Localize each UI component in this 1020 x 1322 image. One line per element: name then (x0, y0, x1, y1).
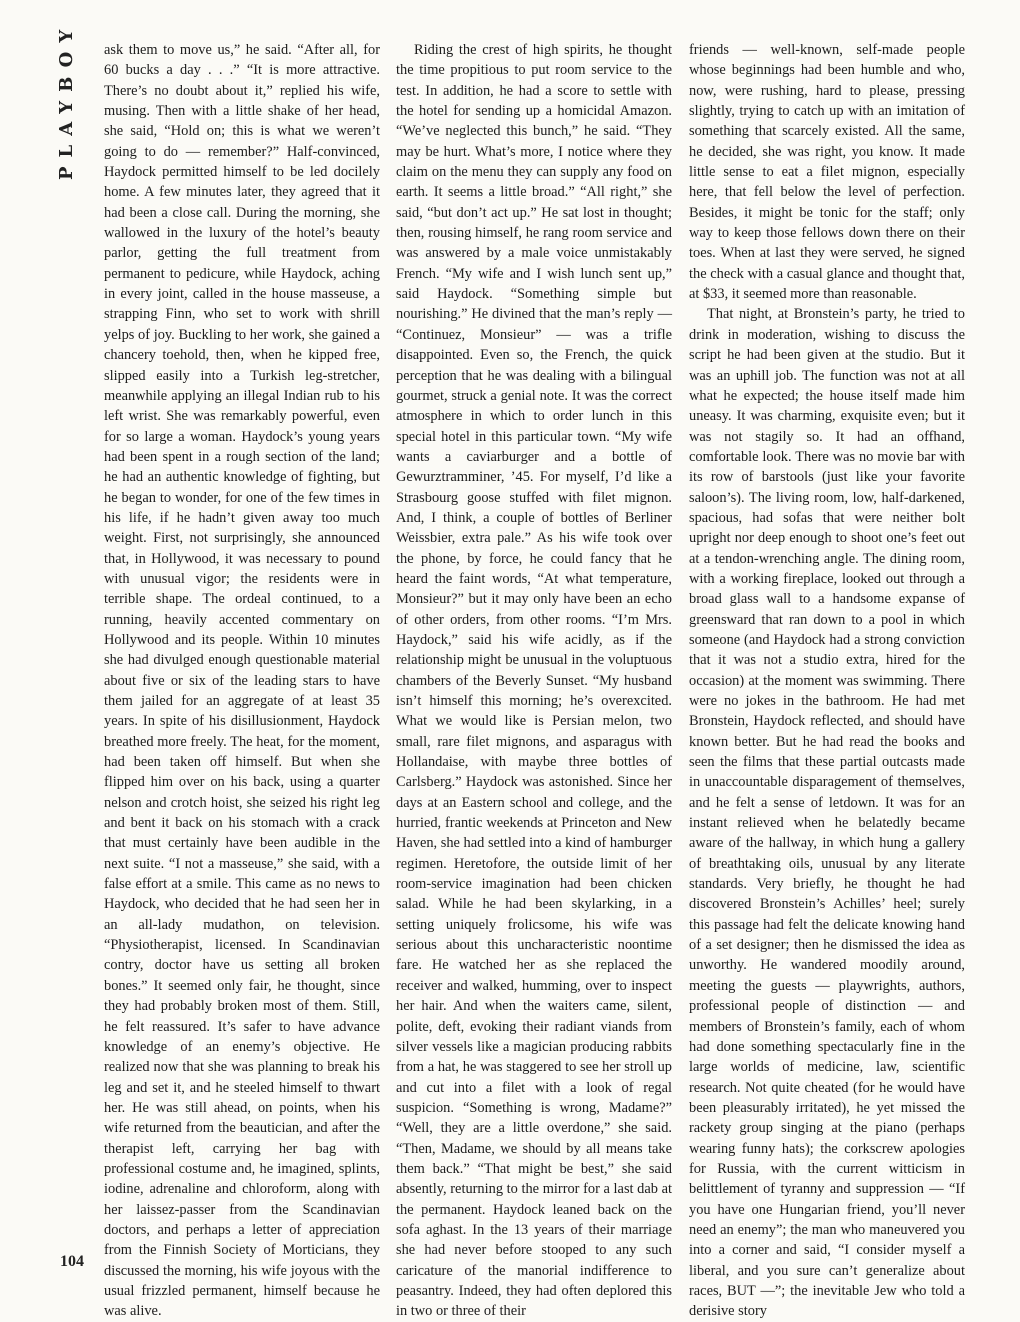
paragraph: friends — well-known, self-made people whose beginnings had been humble and who, now, were rushing, hard to please, pressing slightly, trying to catch up with an imitation of something that scarcely existed. All the same, he decided, she was right, you know. It made little sense to eat a filet mignon, especially here, that fell below the level of perfection. Besides, it might be tonic for the staff; only way to keep those fellows down there on their toes. When at last they were served, he signed the check with a casual glance and thought that, at $33, it seemed more than reasonable. (689, 42, 965, 303)
text-column-3 (689, 40, 965, 1320)
page-number: 104 (60, 1253, 84, 1270)
text-column-2 (396, 40, 672, 1320)
paragraph: ask them to move us,” he said. “After all, for 60 bucks a day . . .” “It is more attractive. There’s no doubt about it,” replied his wife, musing. Then with a little shake of her head, she said, “Hold on; this is what we weren’t going to do — remember?” Half-convinced, Haydock permitted himself to be led docilely home. A few minutes later, they agreed that it had been a close call. During the morning, she wallowed in the luxury of the hotel’s beauty parlor, getting the full treatment from permanent to pedicure, while Haydock, aching in every joint, called in the house masseuse, a strapping Finn, who set to work with shrill yelps of joy. Buckling to her work, she gained a chancery toehold, then, when he kipped free, slipped easily into a Turkish leg-stretcher, meanwhile applying an illegal Indian rub to his left wrist. She was remarkably powerful, even for so large a woman. Haydock’s young years had been spent in a rough section of the land; he had an authentic knowledge of fighting, but he began to wonder, for one of the few times in his life, if he hadn’t given away too much weight. First, not surprisingly, she announced that, in Hollywood, it was necessary to pound with unusual vigor; the residents were in terrible shape. The ordeal continued, to a running, heavily accented commentary on Hollywood and its people. Within 10 minutes she had divulged enough questionable material about five or six of the leading stars to have them jailed for an aggregate of at least 35 years. In spite of his disillusionment, Haydock breathed more freely. The heat, for the moment, had been taken off himself. But when she flipped him over on his back, using a quarter nelson and crotch hoist, she seized his right leg and bent it back on his stomach with a crack that must certainly have been audible in the next suite. “I not a masseuse,” she said, with a false effort at a smile. This came as no news to Haydock, who decided that he had seen her in an all-lady mudathon, on television. “Physiotherapist, licensed. In Scandinavian contry, doctor have us setting all broken bones.” It seemed only fair, he thought, since they had probably broken most of them. Still, he felt reassured. It’s safer to have advance knowledge of an enemy’s objective. He realized now that she was planning to break his leg and set it, and he steeled himself to thwart her. He was still ahead, on points, when his wife returned from the beautician, and after the therapist left, carrying her bag with professional costume and, he imagined, splints, iodine, adrenaline and chloroform, along with her laissez-passer from the Scandinavian doctors, and perhaps a letter of appreciation from the Finnish Society of Morticians, they discussed the morning, his wife joyous with the usual frizzled permanent, himself because he was alive. (104, 42, 380, 1320)
paragraph: That night, at Bronstein’s party, he tried to drink in moderation, wishing to discuss the script he had been given at the studio. But it was an uphill job. The function was not at all what he expected; the house itself made him uneasy. It was charming, exquisite even; but it was not stagily so. It had an offhand, comfortable look. There was no movie bar with its row of barstools (just like your favorite saloon’s). The living room, low, half-darkened, spacious, had sofas that were neither bolt upright nor deep enough to shoot one’s feet out at a tendon-wrenching angle. The dining room, with a working fireplace, looked out through a broad glass wall to a handsome expanse of greensward that ran down to a pool in which someone (and Haydock had a strong conviction that it was not a studio extra, hired for the occasion) at the moment was swimming. There were no jokes in the bathroom. He had met Bronstein, Haydock reflected, and should have known better. But he had read the books and seen the films that these partial outcasts made in unaccountable disparagement of themselves, and he felt a sense of letdown. It was for an instant relieved when he belatedly became aware of the hallway, in which hung a gallery of breathtaking oils, unusual by any literate standards. Very briefly, he thought he had discovered Bronstein’s Achilles’ heel; surely this passage had felt the delicate knowing hand of a set designer; then he dismissed the idea as unworthy. He wandered moodily around, meeting the guests — playwrights, authors, professional people of distinction — and members of Bronstein’s family, each of whom had done something spectacularly fine in the large worlds of medicine, law, scientific research. Not quite cheated (for he would have been pleasurably irritated), he yet missed the rackety group singing at the piano (perhaps wearing funny hats); the corkscrew apologies for Russia, with the current witticism in belittlement of tyranny and suppression — “If you have one Hungarian friend, you’ll never need an enemy”; the man who maneuvered you into a corner and said, “I consider myself a liberal, and you sure can’t generalize about races, BUT —”; the inevitable Jew who told a derisive story (689, 306, 965, 1320)
text-column-1 (104, 40, 380, 1320)
paragraph: Riding the crest of high spirits, he thought the time propitious to put room service to the test. In addition, he had a score to settle with the hotel for sending up a homicidal Amazon. “We’ve neglected this bunch,” he said. “They may be hurt. What’s more, I notice where they claim on the menu they can supply any food on earth. It seems a little broad.” “All right,” she said, “but don’t act up.” He sat lost in thought; then, rousing himself, he rang room service and was answered by a male voice unmistakably French. “My wife and I wish lunch sent up,” said Haydock. “Something simple but nourishing.” He divined that the man’s reply — “Continuez, Monsieur” — was a trifle disappointed. Even so, the French, the quick perception that he was dealing with a bilingual gourmet, struck a genial note. It was the correct atmosphere in which to order lunch in this special hotel in this particular town. “My wife wants a caviarburger and a bottle of Gewurztramminer, ’45. For myself, I’d like a Strasbourg goose stuffed with filet mignon. And, I think, a couple of bottles of Berliner Weissbier, extra pale.” As his wife took over the phone, by force, he could fancy that he heard the faint words, “At what temperature, Monsieur?” but it may only have been an echo of other orders, from other rooms. “I’m Mrs. Haydock,” said his wife acidly, as if the relationship might be unusual in the voluptuous chambers of the Beverly Sunset. “My husband isn’t himself this morning; he’s overexcited. What we would like is Persian melon, two small, rare filet mignons, and asparagus with Hollandaise, with maybe three bottles of Carlsberg.” Haydock was astonished. Since her days at an Eastern school and college, and the hurried, frantic weekends at Princeton and New Haven, she had settled into a kind of hamburger regimen. Heretofore, the outside limit of her room-service imagination had been chicken salad. While he had been skylarking, in a setting uniquely frolicsome, his wife was serious about this uncharacteristic noontime fare. He watched her as she replaced the receiver and walked, humming, over to inspect her hair. And when the waiters came, silent, polite, deft, evoking their radiant viands from silver vessels like a magician producing rabbits from a hat, he was staggered to see her stroll up and cut into a filet with a look of regal suspicion. “Something is wrong, Madame?” “Well, they are a little overdone,” she said. “Then, Madame, we should by all means take them back.” “That might be best,” she said absently, returning to the mirror for a last dab at the permanent. Haydock leaned back on the sofa aghast. In the 13 years of their marriage she had never before stooped to any such caricature of the manorial indifference to peasantry. Indeed, they had often deplored this in two or three of their (396, 42, 672, 1320)
magazine-name: PLAYBOY (56, 20, 77, 180)
magazine-masthead (56, 20, 86, 180)
